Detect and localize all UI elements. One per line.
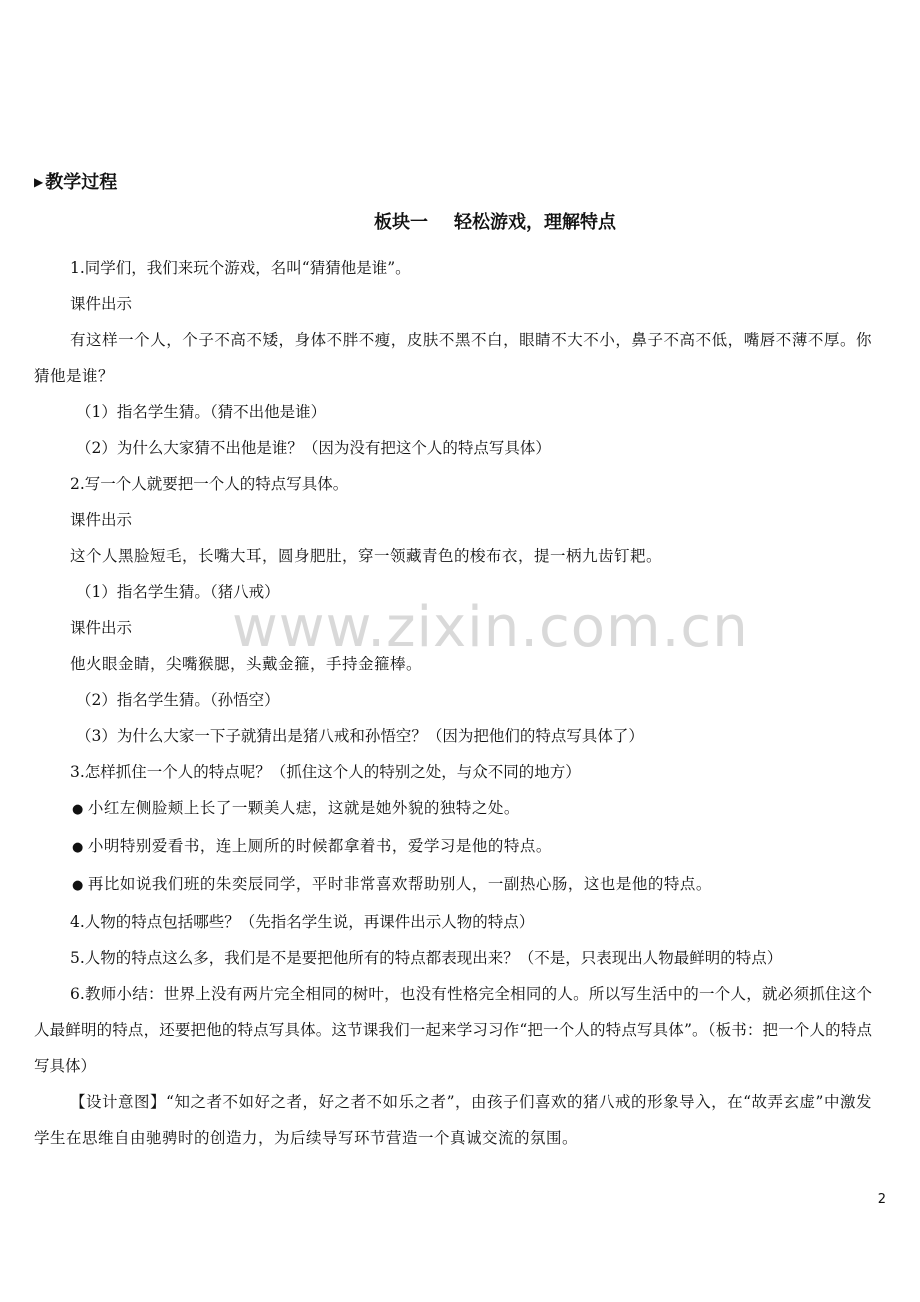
bullet-item [34,866,872,904]
paragraph: （2）指名学生猜。（孙悟空） [76,691,280,709]
section-title-text: 教学过程 [45,172,118,193]
lesson-body [34,250,872,1156]
bullet-item [34,828,872,866]
design-intent-paragraph: 【设计意图】“知之者不如好之者，好之者不如乐之者”，由孩子们喜欢的猪八戒的形象导入，在“故弄玄虚”中激发学生在思维自由驰骋时的创造力，为后续导写环节营造一个真诚交流的氛围。 [34,1093,872,1147]
paragraph: 这个人黑脸短毛，长嘴大耳，圆身肥肚，穿一领藏青色的梭布衣，提一柄九齿钉耙。 [70,547,663,565]
paragraph: 课件出示 [70,511,133,529]
bullet-icon: ● [72,802,84,817]
paragraph: （1）指名学生猜。（猪八戒） [76,583,280,601]
paragraph: 4.人物的特点包括哪些？（先指名学生说，再课件出示人物的特点） [70,913,535,931]
paragraph: （2）为什么大家猜不出他是谁？（因为没有把这个人的特点写具体） [76,439,551,457]
bullet-icon: ● [72,878,84,893]
paragraph: 他火眼金睛，尖嘴猴腮，头戴金箍，手持金箍棒。 [70,655,423,673]
paragraph: 课件出示 [70,619,133,637]
bullet-text: 再比如说我们班的朱奕辰同学，平时非常喜欢帮助别人，一副热心肠，这也是他的特点。 [87,875,712,893]
section-title [34,170,117,195]
bullet-icon: ● [72,840,84,855]
bullet-text: 小明特别爱看书，连上厕所的时候都拿着书，爱学习是他的特点。 [87,837,552,855]
paragraph: 3.怎样抓住一个人的特点呢？（抓住这个人的特别之处，与众不同的地方） [70,763,581,781]
paragraph: （1）指名学生猜。（猜不出他是谁） [76,403,327,421]
bullet-item [34,790,872,828]
paragraph: （3）为什么大家一下子就猜出是猪八戒和孙悟空？（因为把他们的特点写具体了） [76,727,644,745]
block-title [0,211,920,235]
paragraph: 2.写一个人就要把一个人的特点写具体。 [70,475,349,493]
paragraph: 1.同学们，我们来玩个游戏，名叫“猜猜他是谁”。 [70,259,411,277]
page-number: 2 [877,1192,886,1207]
watermark: www.zixin.com.cn [232,595,749,660]
paragraph: 课件出示 [70,295,133,313]
block-title-part2: 轻松游戏，理解特点 [454,212,616,233]
triangle-bullet-icon: ▶ [34,175,44,189]
paragraph: 有这样一个人，个子不高不矮，身体不胖不瘦，皮肤不黑不白，眼睛不大不小，鼻子不高不低，嘴唇不薄不厚。你猜他是谁？ [34,331,872,385]
paragraph: 6.教师小结：世界上没有两片完全相同的树叶，也没有性格完全相同的人。所以写生活中的一个人，就必须抓住这个人最鲜明的特点，还要把他的特点写具体。这节课我们一起来学习习作“把一个人的特点写具体”。（板书：把一个人的特点写具体） [34,985,872,1075]
bullet-text: 小红左侧脸颊上长了一颗美人痣，这就是她外貌的独特之处。 [87,799,520,817]
paragraph: 5.人物的特点这么多，我们是不是要把他所有的特点都表现出来？（不是，只表现出人物最鲜明的特点） [70,949,783,967]
block-title-part1: 板块一 [374,212,428,233]
